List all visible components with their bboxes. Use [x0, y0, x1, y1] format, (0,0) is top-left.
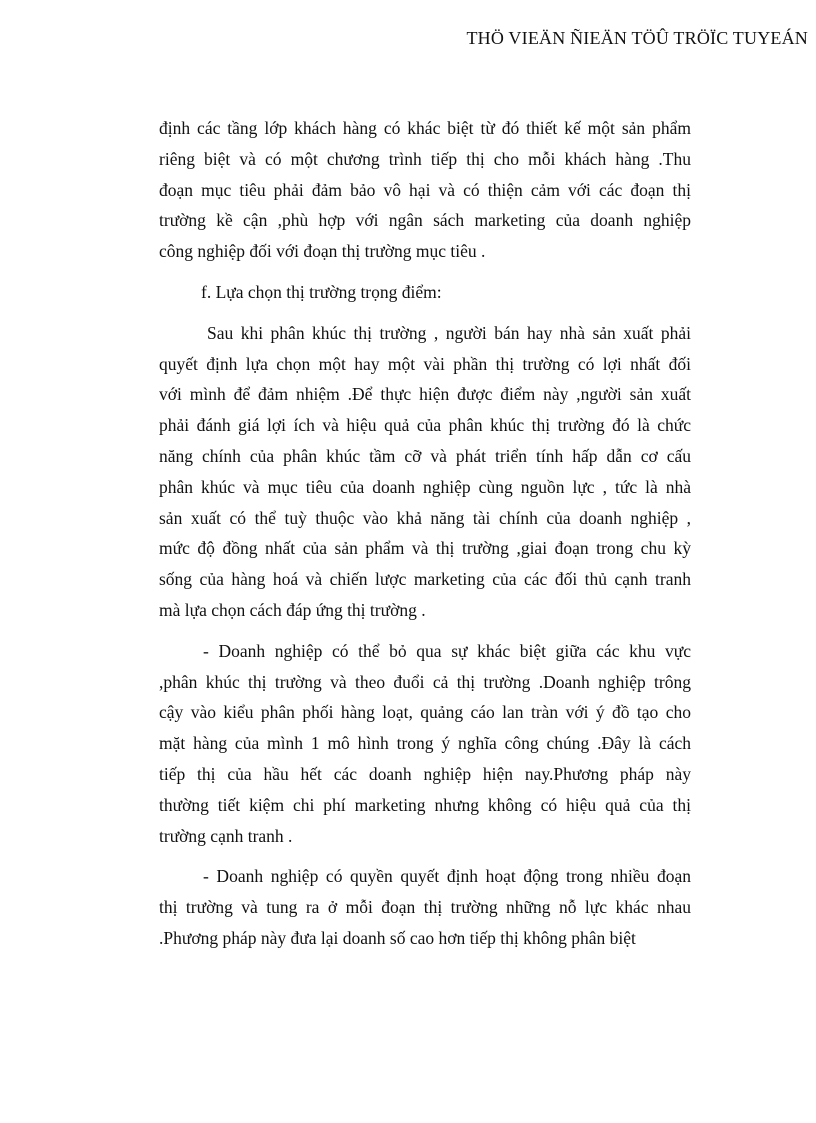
text-line: mà lựa chọn cách đáp ứng thị trường .: [159, 599, 426, 620]
text-line: Sau khi phân khúc thị trường , người bán hay nhà sản xuất phải: [207, 322, 691, 343]
paragraph: [159, 113, 691, 267]
text-line: trường cạnh tranh .: [159, 825, 293, 846]
text-line: thị trường và tung ra ở mỗi đoạn thị trường những nỗ lực khác nhau: [159, 897, 691, 918]
text-line: - Doanh nghiệp có thể bỏ qua sự khác biệt giữa các khu vực: [203, 640, 691, 661]
text-line: tiếp thị của hầu hết các doanh nghiệp hiện nay.Phương pháp này: [159, 763, 691, 784]
paragraph: [159, 318, 691, 626]
document-body: [159, 113, 691, 954]
text-line: mức độ đồng nhất của sản phẩm và thị trường ,giai đoạn trong chu kỳ: [159, 538, 691, 559]
text-line: thường tiết kiệm chi phí marketing nhưng không có hiệu quả của thị: [159, 794, 691, 815]
text-line: sản xuất có thể tuỳ thuộc vào khả năng tài chính của doanh nghiệp ,: [159, 507, 691, 528]
text-line: sống của hàng hoá và chiến lược marketing của các đối thủ cạnh tranh: [159, 569, 691, 590]
text-line: với mình để đảm nhiệm .Để thực hiện được điểm này ,người sản xuất: [159, 384, 691, 405]
text-line: đoạn mục tiêu phải đảm bảo vô hại và có thiện cảm với các đoạn thị: [159, 179, 691, 200]
text-line: phải đánh giá lợi ích và hiệu quả của phân khúc thị trường đó là chức: [159, 415, 691, 436]
text-line: ,phân khúc thị trường và theo đuổi cả thị trường .Doanh nghiệp trông: [159, 671, 691, 692]
text-line: công nghiệp đối với đoạn thị trường mục tiêu .: [159, 241, 486, 262]
paragraph-gap: [159, 851, 691, 861]
paragraph-gap: [159, 626, 691, 636]
text-line: định các tầng lớp khách hàng có khác biệt từ đó thiết kế một sản phẩm: [159, 118, 691, 138]
text-line: - Doanh nghiệp có quyền quyết định hoạt động trong nhiều đoạn: [203, 866, 691, 887]
text-line: phân khúc và mục tiêu của doanh nghiệp cùng nguồn lực , tức là nhà: [159, 476, 691, 497]
paragraph: [159, 277, 691, 308]
text-line: trường kề cận ,phù hợp với ngân sách marketing của doanh nghiệp: [159, 210, 691, 231]
text-line: cậy vào kiểu phân phối hàng loạt, quảng cáo lan tràn với ý đồ tạo cho: [159, 702, 691, 723]
paragraph-gap: [159, 308, 691, 318]
text-line: riêng biệt và có một chương trình tiếp thị cho mỗi khách hàng .Thu: [159, 148, 691, 169]
paragraph: [159, 636, 691, 852]
page-header: THÖ VIEÄN ÑIEÄN TÖÛ TRÖÏC TUYEÁN: [466, 28, 808, 48]
text-line: .Phương pháp này đưa lại doanh số cao hơn tiếp thị không phân biệt: [159, 927, 636, 948]
paragraph-gap: [159, 267, 691, 277]
text-line: f. Lựa chọn thị trường trọng điểm:: [201, 281, 442, 302]
text-line: năng chính của phân khúc tầm cỡ và phát triển tính hấp dẫn cơ cấu: [159, 445, 691, 466]
paragraph: [159, 861, 691, 953]
text-line: mặt hàng của mình 1 mô hình trong ý nghĩa công chúng .Đây là cách: [159, 733, 691, 754]
text-line: quyết định lựa chọn một hay một vài phần thị trường có lợi nhất đối: [159, 353, 691, 374]
